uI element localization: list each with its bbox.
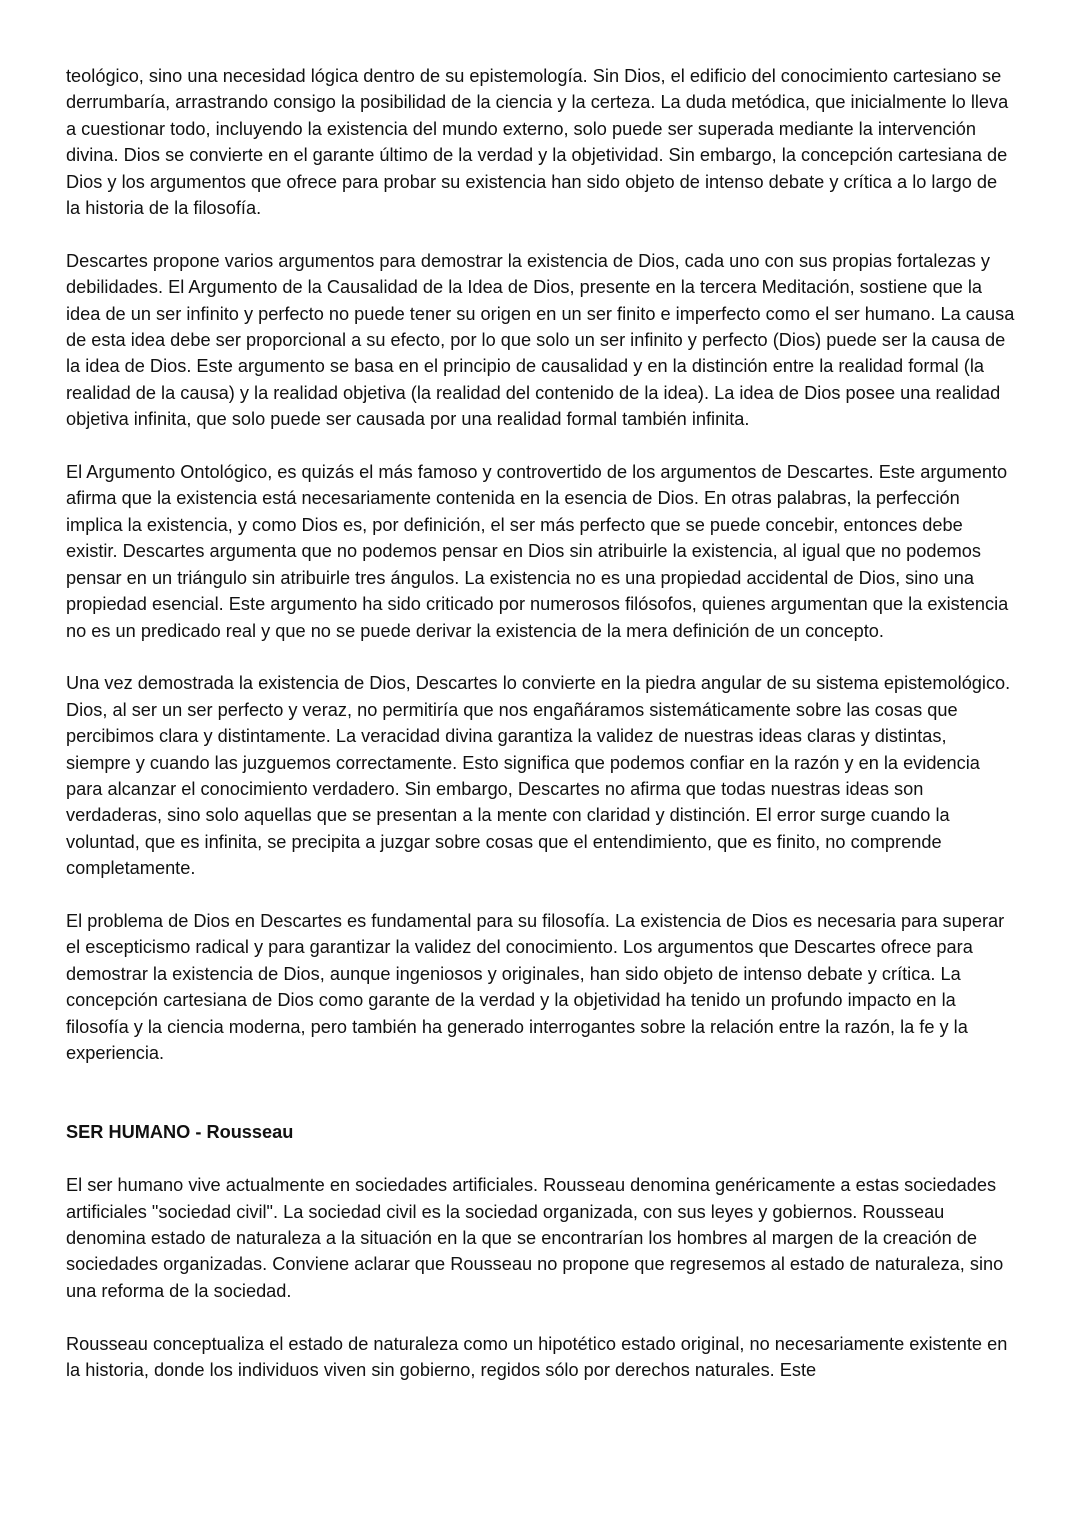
paragraph-argumento-ontologico: El Argumento Ontológico, es quizás el más famoso y controvertido de los argumentos de Descartes. Este argumento afirma que la existencia está necesariamente contenida en la esencia de Dios. En otras palabras, la perfección implica la existencia, y como Dios es, por definición, el ser más perfecto que se puede concebir, entonces debe existir. Descartes argumenta que no podemos pensar en Dios sin atribuirle la existencia, al igual que no podemos pensar en un triángulo sin atribuirle tres ángulos. La existencia no es una propiedad accidental de Dios, sino una propiedad esencial. Este argumento ha sido criticado por numerosos filósofos, quienes argumentan que la existencia no es un predicado real y que no se puede derivar la existencia de la mera definición de un concepto. — [66, 462, 1009, 641]
paragraph-estado-naturaleza: Rousseau conceptualiza el estado de naturaleza como un hipotético estado original, no necesariamente existente en la historia, donde los individuos viven sin gobierno, regidos sólo por derechos naturales. Este — [66, 1333, 1008, 1380]
paragraph-sociedad-civil: El ser humano vive actualmente en sociedades artificiales. Rousseau denomina genéricamente a estas sociedades artificiales "sociedad civil". La sociedad civil es la sociedad organizada, con sus leyes y gobiernos. Rousseau denomina estado de naturaleza a la situación en la que se encontrarían los hombres al margen de la creación de sociedades organizadas. Conviene aclarar que Rousseau no propone que regresemos al estado de naturaleza, sino una reforma de la sociedad. — [66, 1175, 1004, 1301]
paragraph-veracidad-divina: Una vez demostrada la existencia de Dios, Descartes lo convierte en la piedra angular de su sistema epistemológico. Dios, al ser un ser perfecto y veraz, no permitiría que nos engañáramos sistemáticamente sobre las cosas que percibimos clara y distintamente. La veracidad divina garantiza la validez de nuestras ideas claras y distintas, siempre y cuando las juzguemos correctamente. Esto significa que podemos confiar en la razón y en la evidencia para alcanzar el conocimiento verdadero. Sin embargo, Descartes no afirma que todas nuestras ideas son verdaderas, sino solo aquellas que se presentan a la mente con claridad y distinción. El error surge cuando la voluntad, que es infinita, se precipita a juzgar sobre cosas que el entendimiento, que es finito, no comprende completamente. — [66, 673, 1011, 879]
paragraph-argumento-causalidad: Descartes propone varios argumentos para demostrar la existencia de Dios, cada uno con sus propias fortalezas y debilidades. El Argumento de la Causalidad de la Idea de Dios, presente en la tercera Meditación, sostiene que la idea de un ser infinito y perfecto no puede tener su origen en un ser finito e imperfecto como el ser humano. La causa de esta idea debe ser proporcional a su efecto, por lo que solo un ser infinito y perfecto (Dios) puede ser la causa de la idea de Dios. Este argumento se basa en el principio de causalidad y en la distinción entre la realidad formal (la realidad de la causa) y la realidad objetiva (la realidad del contenido de la idea). La idea de Dios posee una realidad objetiva infinita, que solo puede ser causada por una realidad formal también infinita. — [66, 250, 1015, 430]
paragraph-dios-necesidad-logica: teológico, sino una necesidad lógica dentro de su epistemología. Sin Dios, el edificio del conocimiento cartesiano se derrumbaría, arrastrando consigo la posibilidad de la ciencia y la certeza. La duda metódica, que inicialmente lo lleva a cuestionar todo, incluyendo la existencia del mundo externo, solo puede ser superada mediante la intervención divina. Dios se convierte en el garante último de la verdad y la objetividad. Sin embargo, la concepción cartesiana de Dios y los argumentos que ofrece para probar su existencia han sido objeto de intenso debate y crítica a lo largo de la historia de la filosofía. — [66, 66, 1009, 219]
section-heading-rousseau: SER HUMANO - Rousseau — [66, 1122, 294, 1143]
paragraph-conclusion-dios: El problema de Dios en Descartes es fundamental para su filosofía. La existencia de Dios es necesaria para superar el escepticismo radical y para garantizar la validez del conocimiento. Los argumentos que Descartes ofrece para demostrar la existencia de Dios, aunque ingeniosos y originales, han sido objeto de intenso debate y crítica. La concepción cartesiana de Dios como garante de la verdad y la objetividad ha tenido un profundo impacto en la filosofía y la ciencia moderna, pero también ha generado interrogantes sobre la relación entre la razón, la fe y la experiencia. — [66, 910, 1005, 1063]
